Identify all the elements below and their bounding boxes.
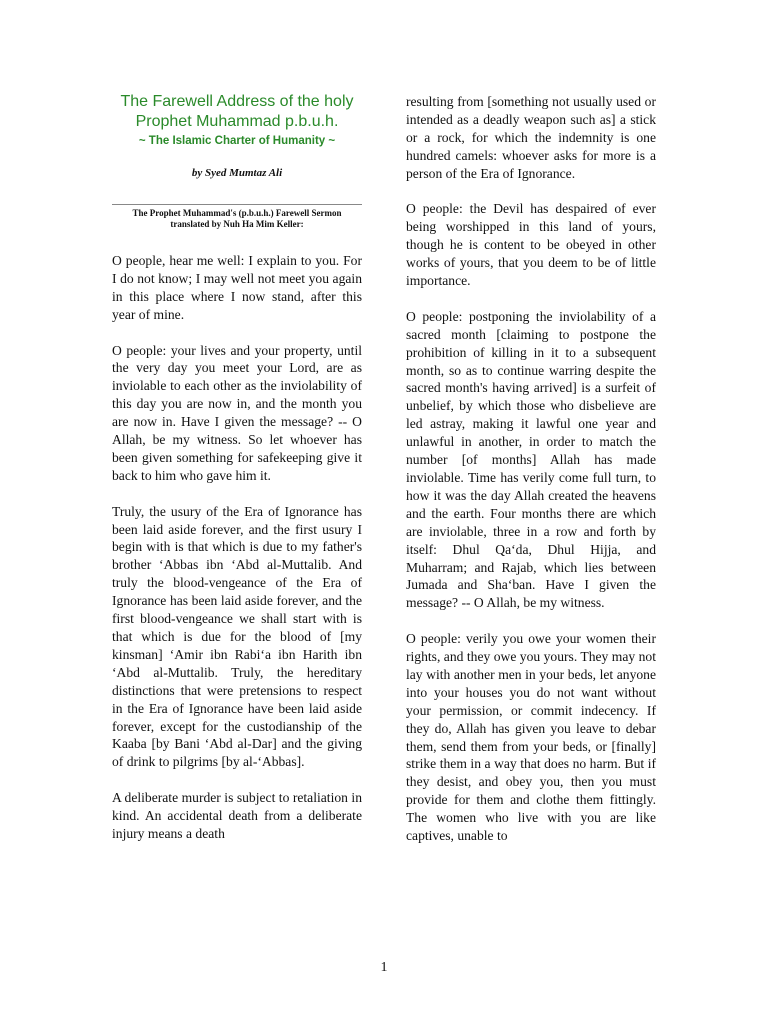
translation-note: The Prophet Muhammad's (p.b.u.h.) Farewell Sermon translated by Nuh Ha Mim Keller: [132, 208, 342, 229]
document-subtitle: ~ The Islamic Charter of Humanity ~ [138, 135, 336, 147]
document-title: The Farewell Address of the holy Prophet Muhammad p.b.u.h. [120, 93, 354, 130]
paragraph: O people: verily you owe your women their rights, and they owe you yours. They may not lay with another men in your beds, let anyone into your houses you do not want without your permission, or commit indecency. If they do, Allah has given you leave to debar them, send them from your beds, or [finally] strike them in a way that does no harm. But if they desist, and obey you, then you must provide for them and clothe them fittingly. The women who live with you are like captives, unable to [406, 631, 656, 844]
paragraph: O people, hear me well: I explain to you. For I do not know; I may well not meet you again in this place where I now stand, after this year of mine. [112, 253, 362, 322]
paragraph: O people: your lives and your property, until the very day you meet your Lord, are as inviolable to each other as the inviolability of this day you are now in, and the month you are now in. Have I given the message? -- O Allah, be my witness. So let whoever has been given something for safekeeping give it back to him who gave him it. [112, 342, 362, 483]
paragraph: A deliberate murder is subject to retaliation in kind. An accidental death from a deliberate injury means a death [112, 790, 362, 841]
paragraph: O people: the Devil has despaired of ever being worshipped in this land of yours, though he is content to be obeyed in other works of yours, that you deem to be of little importance. [406, 201, 656, 289]
right-column [406, 93, 656, 863]
divider-rule [112, 204, 362, 205]
paragraph: O people: postponing the inviolability of a sacred month [claiming to postpone the prohibition of killing in it to a subsequent month, so as to continue warring despite the sacred month's having arrived] is a surfeit of unbelief, by which those who disbelieve are led astray, making it lawful one year and unlawful in another, in order to match the number [of months] Allah has made inviolable. Time has verily come full turn, to how it was the day Allah created the heavens and the earth. Four months there are which are inviolable, three in a row and forth by itself: Dhul Qa‘da, Dhul Hijja, and Muharram; and Rajab, which lies between Jumada and Sha‘ban. Have I given the message? -- O Allah, be my witness. [406, 308, 656, 611]
author-byline: by Syed Mumtaz Ali [191, 167, 283, 179]
paragraph: resulting from [something not usually used or intended as a deadly weapon such as] a stick or a rock, for which the indemnity is one hundred camels: whoever asks for more is a person of the Era of Ignorance. [406, 94, 656, 181]
page-number: 1 [380, 960, 388, 975]
left-column [112, 92, 362, 861]
paragraph: Truly, the usury of the Era of Ignorance has been laid aside forever, and the first usury I begin with is that which is due to my father's brother ‘Abbas ibn ‘Abd al-Muttalib. And truly the blood-vengeance of the Era of Ignorance has been laid aside forever, and the first blood-vengeance we shall start with is that which is due for the blood of [my kinsman] ‘Amir ibn Rabi‘a ibn Harith ibn ‘Abd al-Muttalib. Truly, the hereditary distinctions that were pretensions to respect in the Era of Ignorance have been laid aside forever, except for the custodianship of the Kaaba [by Bani ‘Abd al-Dar] and the giving of drink to pilgrims [by al-‘Abbas]. [112, 503, 362, 770]
